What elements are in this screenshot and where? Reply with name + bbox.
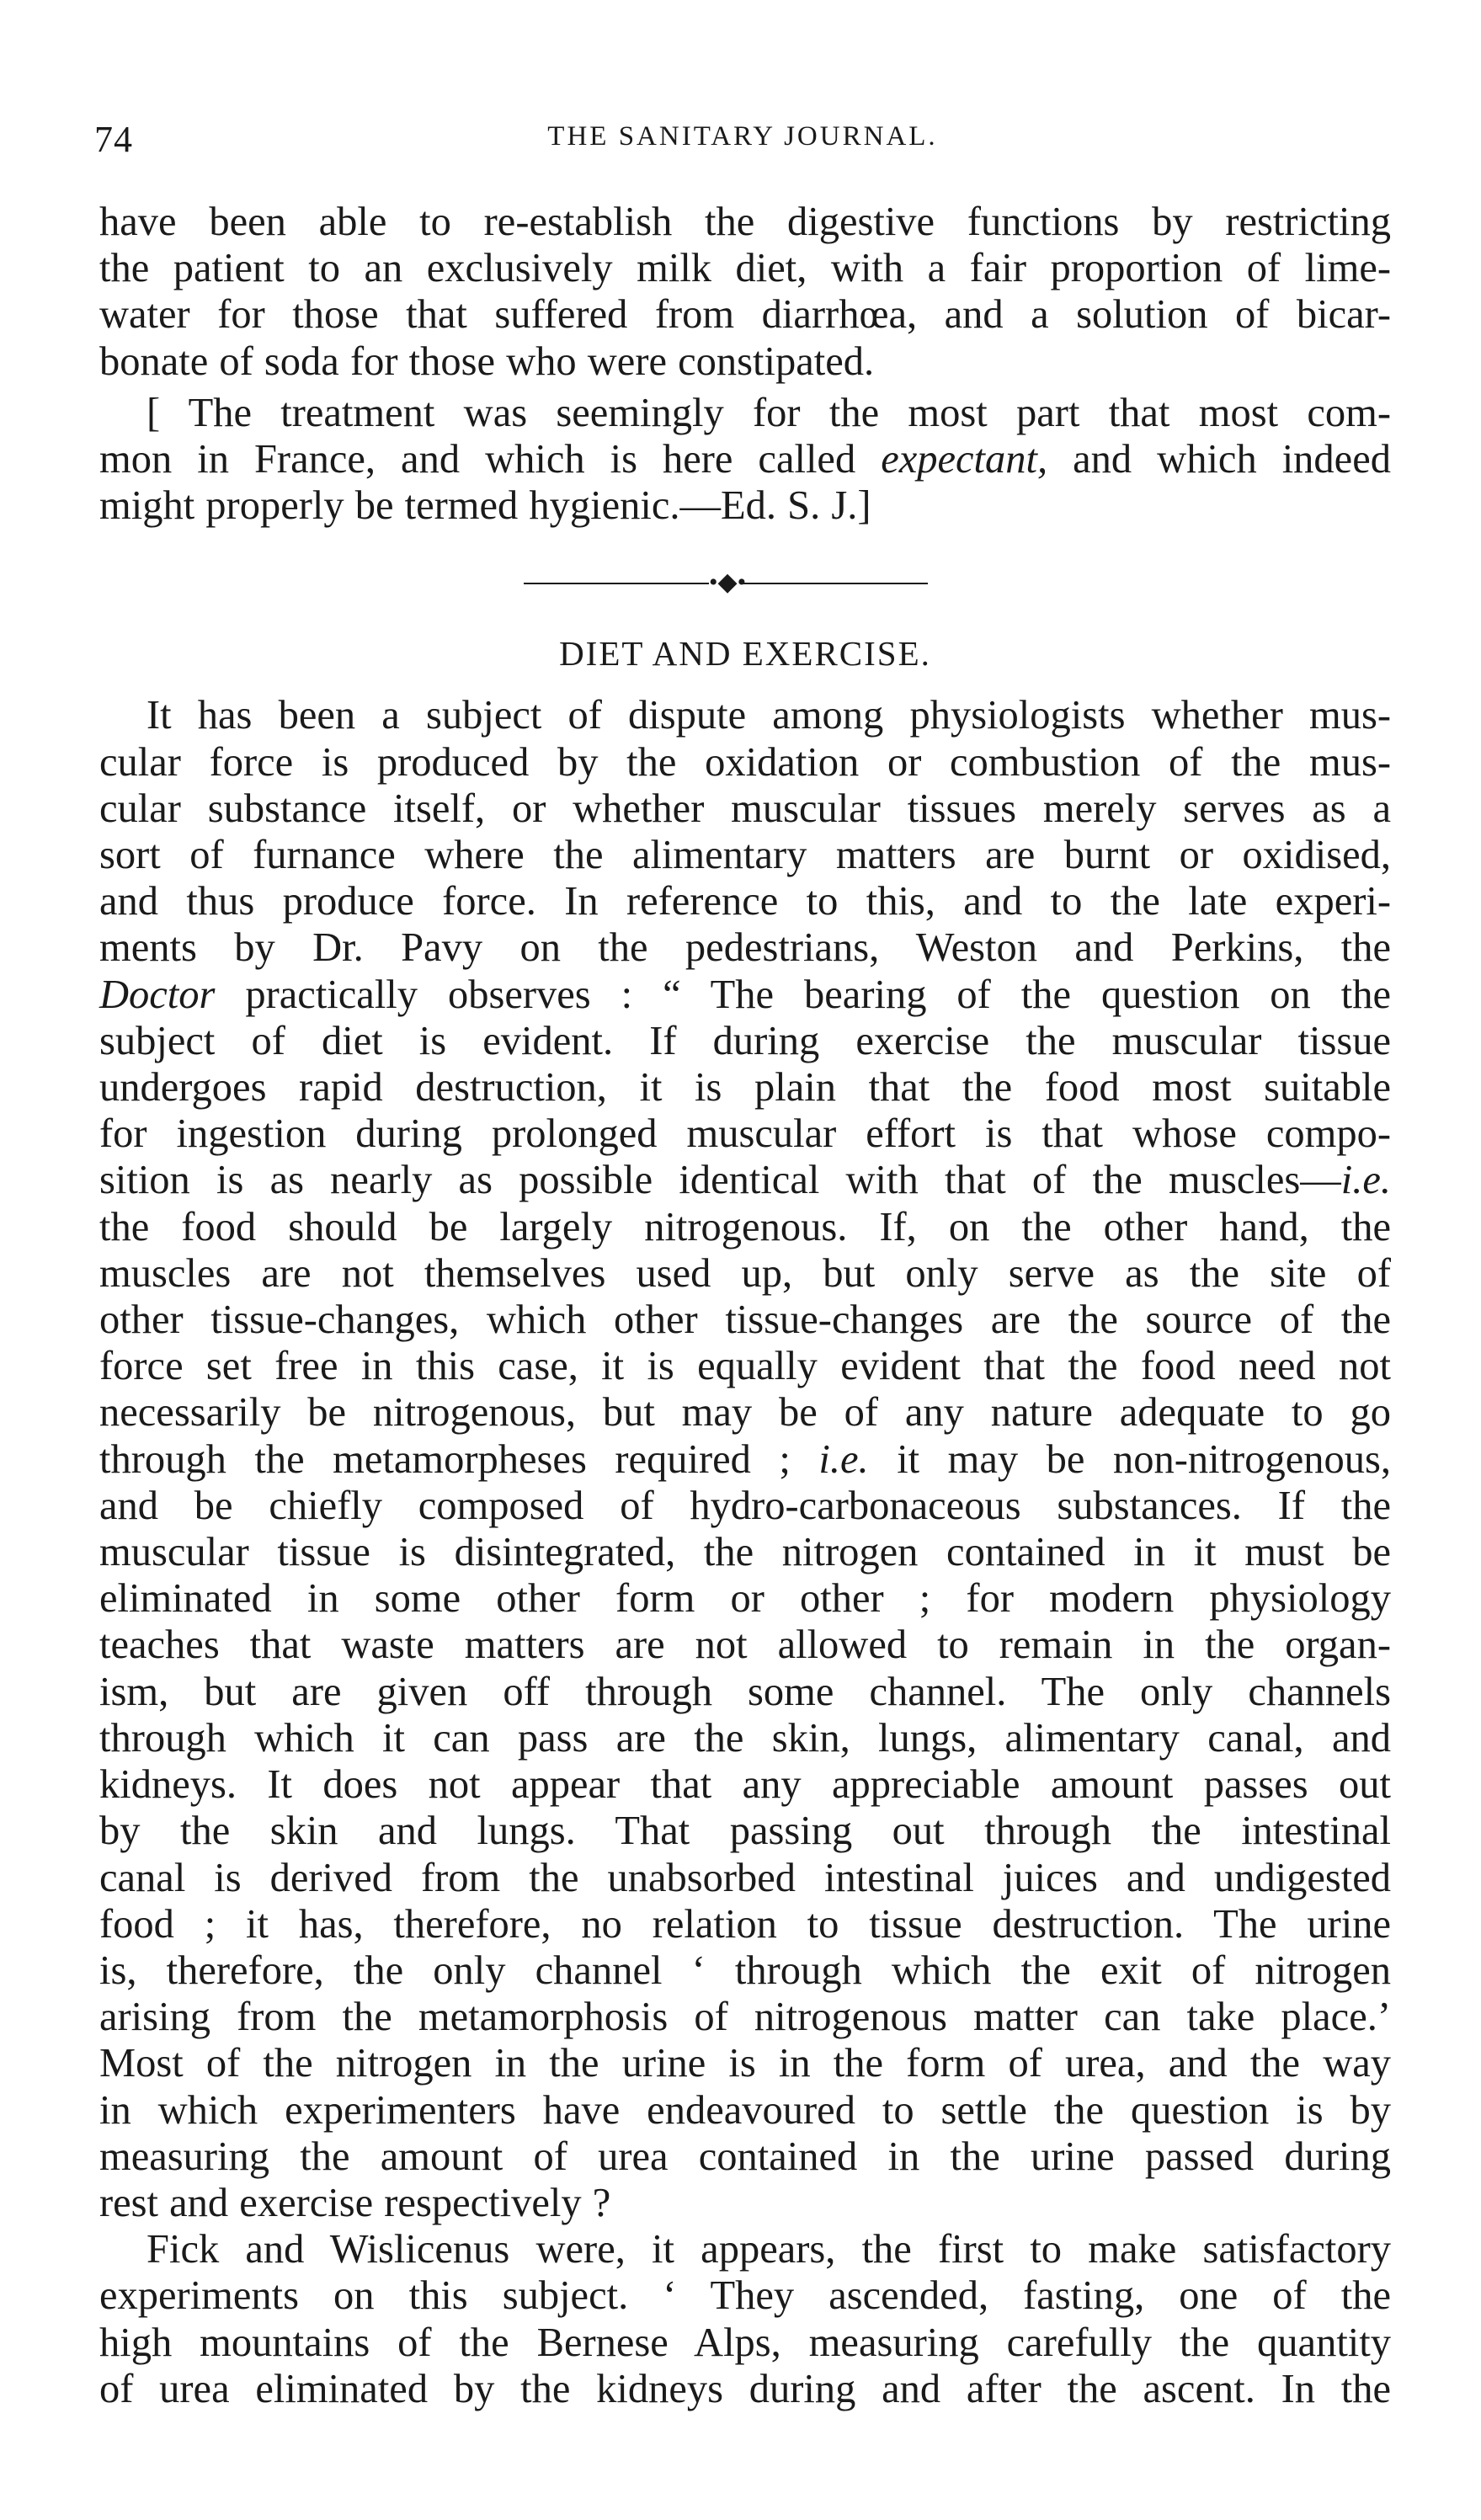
- text-line: food ; it has, therefore, no relation to tissue destruction. The urine: [99, 1901, 1391, 1947]
- text-line: water for those that suffered from diarrhœa, and a solution of bicar-: [99, 292, 1391, 338]
- text-line: Fick and Wislicenus were, it appears, the first to make satisfactory: [147, 2227, 1391, 2272]
- text-line: [99, 1157, 1391, 1203]
- text-line: force set free in this case, it is equally evident that the food need not: [99, 1344, 1391, 1389]
- text-line: experiments on this subject. ‘ They ascended, fasting, one of the: [99, 2273, 1391, 2319]
- paragraph-diet-exercise: [99, 692, 1391, 2226]
- text-line: subject of diet is evident. If during exercise the muscular tissue: [99, 1018, 1391, 1063]
- journal-title: THE SANITARY JOURNAL.: [547, 121, 938, 152]
- text-line: and thus produce force. In reference to this, and to the late experi-: [99, 879, 1391, 924]
- text-run: practically observes : “ The bearing of the question on the: [215, 972, 1391, 1017]
- text-line: undergoes rapid destruction, it is plain that the food most suitable: [99, 1065, 1391, 1111]
- text-line: necessarily be nitrogenous, but may be of any nature adequate to go: [99, 1390, 1391, 1436]
- text-line: through which it can pass are the skin, lungs, alimentary canal, and: [99, 1715, 1391, 1761]
- text-line: measuring the amount of urea contained in the urine passed during: [99, 2134, 1391, 2179]
- text-line: canal is derived from the unabsorbed intestinal juices and undigested: [99, 1855, 1391, 1900]
- text-run: it may be non-nitrogenous,: [868, 1436, 1391, 1482]
- paragraph-continuation: [99, 199, 1391, 385]
- text-line: arising from the metamorphosis of nitrogenous matter can take place.’: [99, 1995, 1391, 2040]
- text-line: teaches that waste matters are not allowed to remain in the organ-: [99, 1622, 1391, 1668]
- text-line: cular force is produced by the oxidation or combustion of the mus-: [99, 739, 1391, 785]
- text-line: eliminated in some other form or other ; for modern physiology: [99, 1576, 1391, 1622]
- text-line: high mountains of the Bernese Alps, measuring carefully the quantity: [99, 2320, 1391, 2365]
- text-line: by the skin and lungs. That passing out through the intestinal: [99, 1809, 1391, 1854]
- section-heading: DIET AND EXERCISE.: [559, 634, 931, 674]
- text-line: in which experimenters have endeavoured to settle the question is by: [99, 2087, 1391, 2133]
- text-line: the food should be largely nitrogenous. If, on the other hand, the: [99, 1204, 1391, 1249]
- text-line: sort of furnance where the alimentary matters are burnt or oxidised,: [99, 833, 1391, 878]
- text-line: of urea eliminated by the kidneys during and after the ascent. In the: [99, 2366, 1391, 2411]
- text-line: ism, but are given off through some channel. The only channels: [99, 1669, 1391, 1714]
- text-line: [99, 436, 1391, 482]
- text-line: for ingestion during prolonged muscular effort is that whose compo-: [99, 1111, 1391, 1157]
- running-head: [94, 118, 1391, 168]
- text-line: is, therefore, the only channel ‘ through which the exit of nitrogen: [99, 1947, 1391, 1993]
- italic-term: Doctor: [99, 972, 216, 1017]
- text-line: kidneys. It does not appear that any appreciable amount passes out: [99, 1762, 1391, 1808]
- text-line: [ The treatment was seemingly for the most part that most com-: [147, 390, 1391, 435]
- text-run: through the metamorpheses required ;: [99, 1436, 819, 1482]
- text-line: bonate of soda for those who were constipated.: [99, 338, 875, 384]
- text-line: muscular tissue is disintegrated, the nitrogen contained in it must be: [99, 1530, 1391, 1575]
- text-line: ments by Dr. Pavy on the pedestrians, Weston and Perkins, the: [99, 925, 1391, 971]
- page-body: [99, 199, 1391, 2412]
- text-run: mon in France, and which is here called: [99, 437, 882, 482]
- text-line: have been able to re-establish the digestive functions by restricting: [99, 200, 1391, 244]
- text-line: muscles are not themselves used up, but only serve as the site of: [99, 1250, 1391, 1296]
- text-line: It has been a subject of dispute among physiologists whether mus-: [147, 693, 1391, 738]
- italic-term: expectant,: [881, 437, 1048, 482]
- text-line: and be chiefly composed of hydro-carbonaceous substances. If the: [99, 1483, 1391, 1528]
- editor-note: [99, 390, 1391, 530]
- text-run: sition is as nearly as possible identical with that of the muscles—: [99, 1158, 1341, 1203]
- text-line: rest and exercise respectively ?: [99, 2180, 611, 2225]
- text-line: cular substance itself, or whether muscular tissues merely serves as a: [99, 786, 1391, 831]
- page-number: 74: [94, 119, 133, 160]
- divider-ornament: •◆•: [709, 568, 747, 597]
- section-divider: [99, 546, 1391, 621]
- text-line: other tissue-changes, which other tissue-changes are the source of the: [99, 1297, 1391, 1343]
- italic-term: i.e.: [1340, 1158, 1391, 1203]
- text-line: [99, 1436, 1391, 1483]
- text-line: Most of the nitrogen in the urine is in the form of urea, and the way: [99, 2041, 1391, 2086]
- italic-term: i.e.: [818, 1436, 869, 1482]
- text-run: and which indeed: [1047, 437, 1391, 482]
- text-line: the patient to an exclusively milk diet, with a fair proportion of lime-: [99, 246, 1391, 291]
- text-line: might properly be termed hygienic.—Ed. S. J.]: [99, 483, 871, 529]
- paragraph-fick-wislicenus: [99, 2226, 1391, 2412]
- text-line: [99, 972, 1391, 1018]
